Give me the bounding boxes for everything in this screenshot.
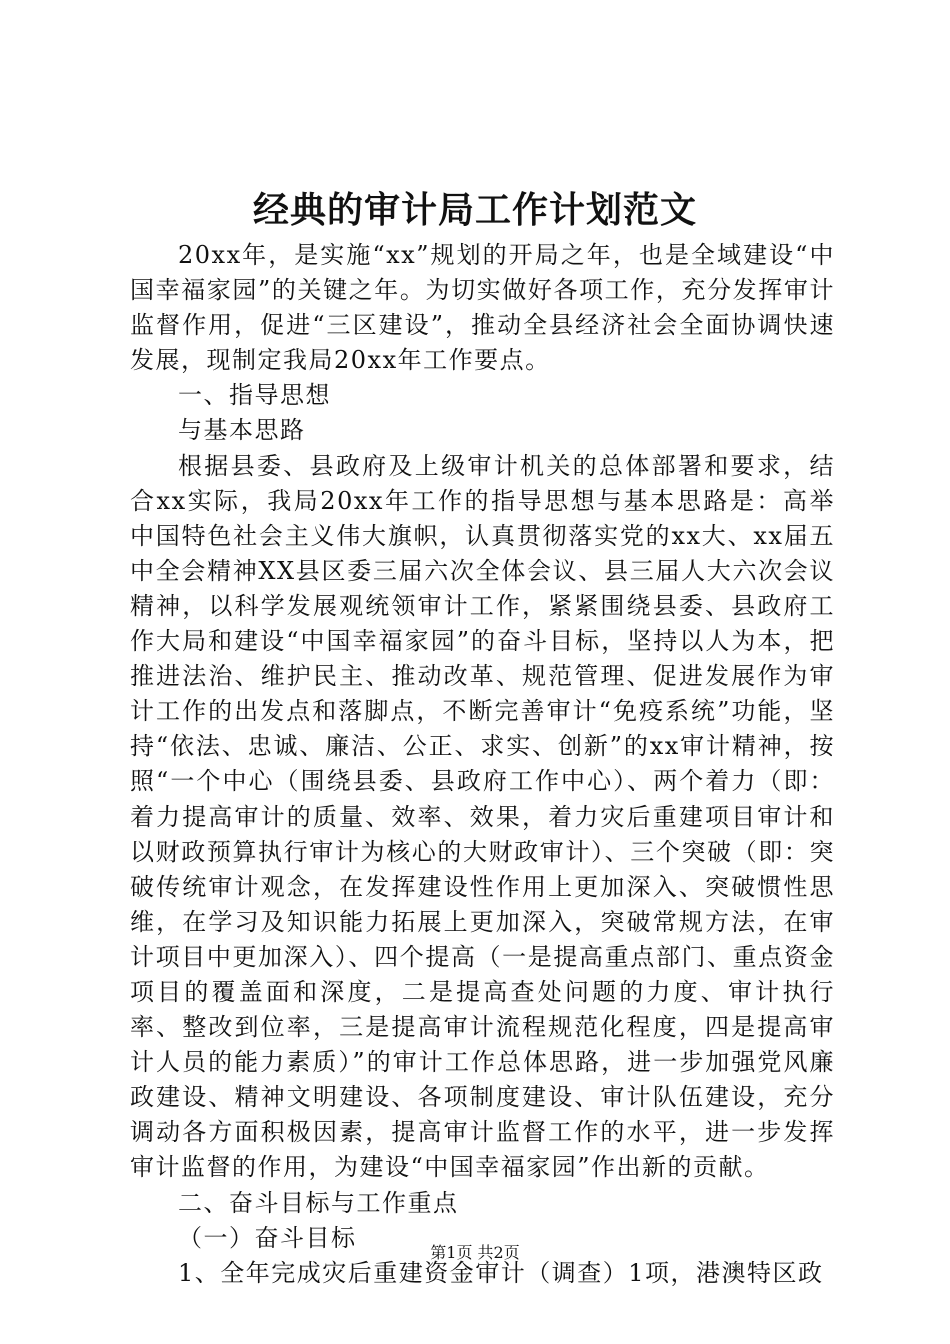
- section-heading-goals: 二、奋斗目标与工作重点: [178, 1188, 459, 1217]
- page-number: 第1页 共2页: [430, 1243, 520, 1262]
- document-title: 经典的审计局工作计划范文: [252, 189, 697, 231]
- section-heading-guiding-ideology: 一、指导思想: [178, 381, 331, 410]
- subsection-heading-goals: （一）奋斗目标: [178, 1223, 357, 1252]
- section-heading-basic-approach: 与基本思路: [178, 416, 306, 445]
- guiding-ideology-paragraph: 根据县委、县政府及上级审计机关的总体部署和要求，结合xx实际，我局20xx年工作的指导思想与基本思路是：高举中国特色社会主义伟大旗帜，认真贯彻落实党的xx大、xx届五中全会精神XX县区委三届六次全体会议、县三届人大六次会议精神，以科学发展观统领审计工作，紧紧围绕县委、县政府工作大局和建设“中国幸福家园”的奋斗目标，坚持以人为本，把推进法治、维护民主、推动改革、规范管理、促进发展作为审计工作的出发点和落脚点，不断完善审计“免疫系统”功能，坚持“依法、忠诚、廉洁、公正、求实、创新”的xx审计精神，按照“一个中心（围绕县委、县政府工作中心）、两个着力（即：着力提高审计的质量、效率、效果，着力灾后重建项目审计和以财政预算执行审计为核心的大财政审计）、三个突破（即：突破传统审计观念，在发挥建设性作用上更加深入、突破惯性思维，在学习及知识能力拓展上更加深入，突破常规方法，在审计项目中更加深入）、四个提高（一是提高重点部门、重点资金项目的覆盖面和深度，二是提高查处问题的力度、审计执行率、整改到位率，三是提高审计流程规范化程度，四是提高审计人员的能力素质）”的审计工作总体思路，进一步加强党风廉政建设、精神文明建设、各项制度建设、审计队伍建设，充分调动各方面积极因素，提高审计监督工作的水平，进一步发挥审计监督的作用，为建设“中国幸福家园”作出新的贡献。: [130, 451, 835, 1182]
- goal-item-1: 1、全年完成灾后重建资金审计（调查）1项，港澳特区政: [178, 1258, 824, 1287]
- document-body: [130, 238, 835, 1291]
- intro-paragraph: 20xx年，是实施“xx”规划的开局之年，也是全域建设“中国幸福家园”的关键之年。为切实做好各项工作，充分发挥审计监督作用，促进“三区建设”，推动全县经济社会全面协调快速发展，现制定我局20xx年工作要点。: [130, 241, 835, 375]
